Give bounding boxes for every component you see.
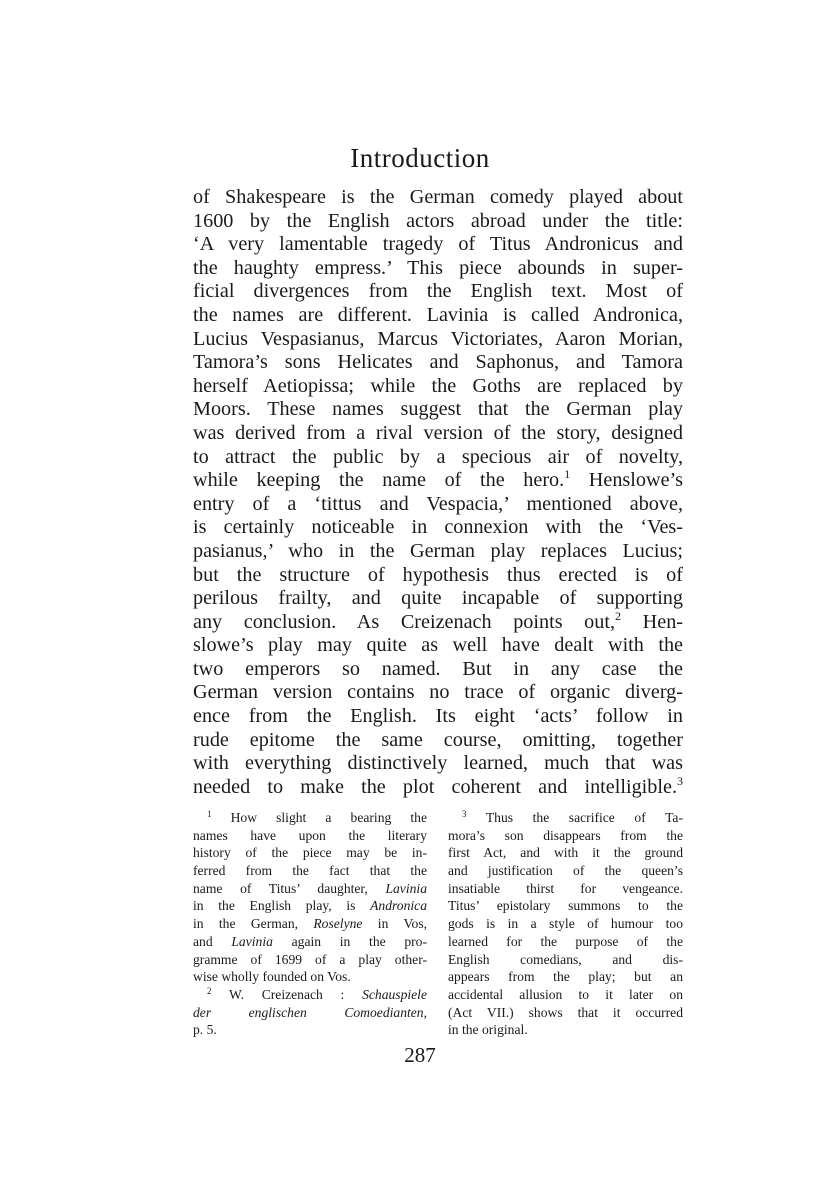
italic-name: Lavinia [231, 933, 273, 949]
page-number: 287 [404, 1043, 436, 1067]
text-line: pasianus,’ who in the German play replaces Lucius; [193, 539, 683, 562]
text-line: ficial divergences from the English text. Most of [193, 280, 683, 303]
footnote-text: Thus the sacrifice of Ta- [485, 810, 683, 825]
footnote-text: in the German, [193, 916, 299, 932]
text-line: perilous frailty, and quite incapable of supporting [193, 587, 683, 610]
text-segment: needed to make the plot coherent and intelligible. [193, 775, 677, 798]
footnote-line [193, 897, 427, 915]
footnote-line: accidental allusion to it later on [448, 986, 683, 1002]
text-line: rude epitome the same course, omitting, together [193, 728, 683, 751]
text-line: was derived from a rival version of the story, designed [193, 421, 683, 444]
footnotes-right-column [448, 809, 683, 1039]
footnote-line: names have upon the literary [193, 827, 427, 843]
footnote-line: gods is in a style of humour too [448, 916, 683, 932]
footnote-line: history of the piece may be in- [193, 845, 427, 861]
footnote-line: ferred from the fact that the [193, 863, 427, 879]
footnote-line: in the original. [448, 1022, 528, 1038]
text-line: slowe’s play may quite as well have dealt with the [193, 634, 683, 657]
text-line: Moors. These names suggest that the German play [193, 398, 683, 421]
text-line: is certainly noticeable in connexion with the ‘Ves- [193, 516, 683, 539]
footnote-marker: 2 [615, 608, 622, 623]
text-line [193, 469, 683, 493]
footnote-line [193, 880, 427, 898]
italic-title: Schauspiele [362, 986, 427, 1002]
text-line [193, 608, 684, 635]
text-segment: Hen- [642, 610, 684, 633]
text-line: ence from the English. Its eight ‘acts’ follow in [193, 705, 683, 728]
footnote-text: and [193, 933, 213, 949]
footnote-line: (Act VII.) shows that it occurred [448, 1004, 683, 1020]
footnote-line: appears from the play; but an [448, 969, 683, 985]
footnote-line: mora’s son disappears from the [448, 827, 683, 843]
footnote-line: wise wholly founded on Vos. [193, 969, 351, 985]
main-text [193, 186, 683, 799]
text-line: two emperors so named. But in any case the [193, 657, 683, 680]
footnote-line: p. 5. [193, 1022, 217, 1038]
footnote-text: again in the pro- [291, 933, 428, 949]
italic-name: Roselyne [313, 916, 363, 932]
text-line: of Shakespeare is the German comedy played about [193, 186, 683, 208]
footnote-marker: 3 [677, 773, 683, 788]
text-line: Tamora’s sons Helicates and Saphonus, and Tamora [193, 351, 683, 374]
text-line: German version contains no trace of organic diverg- [193, 681, 683, 704]
footnote-text: in the English play, is [193, 898, 356, 914]
text-line: Lucius Vespasianus, Marcus Victoriates, Aaron Morian, [193, 327, 683, 350]
text-segment: Henslowe’s [588, 469, 683, 492]
footnote-line [193, 809, 427, 827]
footnotes-left-column [193, 809, 427, 1039]
text-line: with everything distinctively learned, much that was [193, 752, 683, 775]
text-line: to attract the public by a specious air of novelty, [193, 445, 683, 468]
text-line [193, 773, 683, 800]
footnote-number: 2 [207, 985, 212, 996]
footnote-line: Titus’ epistolary summons to the [448, 898, 683, 914]
footnote-line [193, 933, 427, 951]
italic-title: der englischen Comoedianten, [193, 1004, 427, 1020]
italic-name: Andronica [370, 898, 427, 914]
footnote-line [193, 986, 427, 1004]
text-segment: any conclusion. As Creizenach points out, [193, 610, 616, 633]
footnote-line: insatiable thirst for vengeance. [448, 880, 683, 896]
text-line: but the structure of hypothesis thus erected is of [193, 563, 683, 586]
footnote-text: name of Titus’ daughter, [193, 880, 368, 896]
italic-name: Lavinia [385, 880, 427, 896]
footnote-text: W. Creizenach : [228, 986, 345, 1002]
footnote-text: in Vos, [377, 916, 428, 932]
text-line: the names are different. Lavinia is called Andronica, [193, 303, 683, 326]
footnote-text: How slight a bearing the [230, 810, 427, 825]
footnote-line [193, 915, 427, 933]
footnote-number: 1 [207, 809, 212, 819]
text-segment: while keeping the name of the hero. [193, 469, 565, 492]
running-header: Introduction [350, 143, 490, 173]
text-line: 1600 by the English actors abroad under the title: [193, 209, 683, 232]
footnote-line: learned for the purpose of the [448, 933, 683, 949]
footnote-marker: 1 [564, 467, 571, 482]
footnote-line [193, 1004, 427, 1022]
footnote-line [448, 809, 683, 827]
text-line: herself Aetiopissa; while the Goths are replaced by [193, 374, 683, 397]
footnote-line: and justification of the queen’s [448, 863, 683, 879]
footnote-number: 3 [462, 809, 467, 819]
text-line: ‘A very lamentable tragedy of Titus Andronicus and [193, 233, 683, 256]
footnote-line: gramme of 1699 of a play other- [193, 951, 427, 967]
footnote-line: English comedians, and dis- [448, 951, 683, 967]
footnote-line: first Act, and with it the ground [448, 845, 683, 861]
text-line: the haughty empress.’ This piece abounds in super- [193, 256, 683, 279]
text-line: entry of a ‘tittus and Vespacia,’ mentioned above, [193, 492, 683, 515]
